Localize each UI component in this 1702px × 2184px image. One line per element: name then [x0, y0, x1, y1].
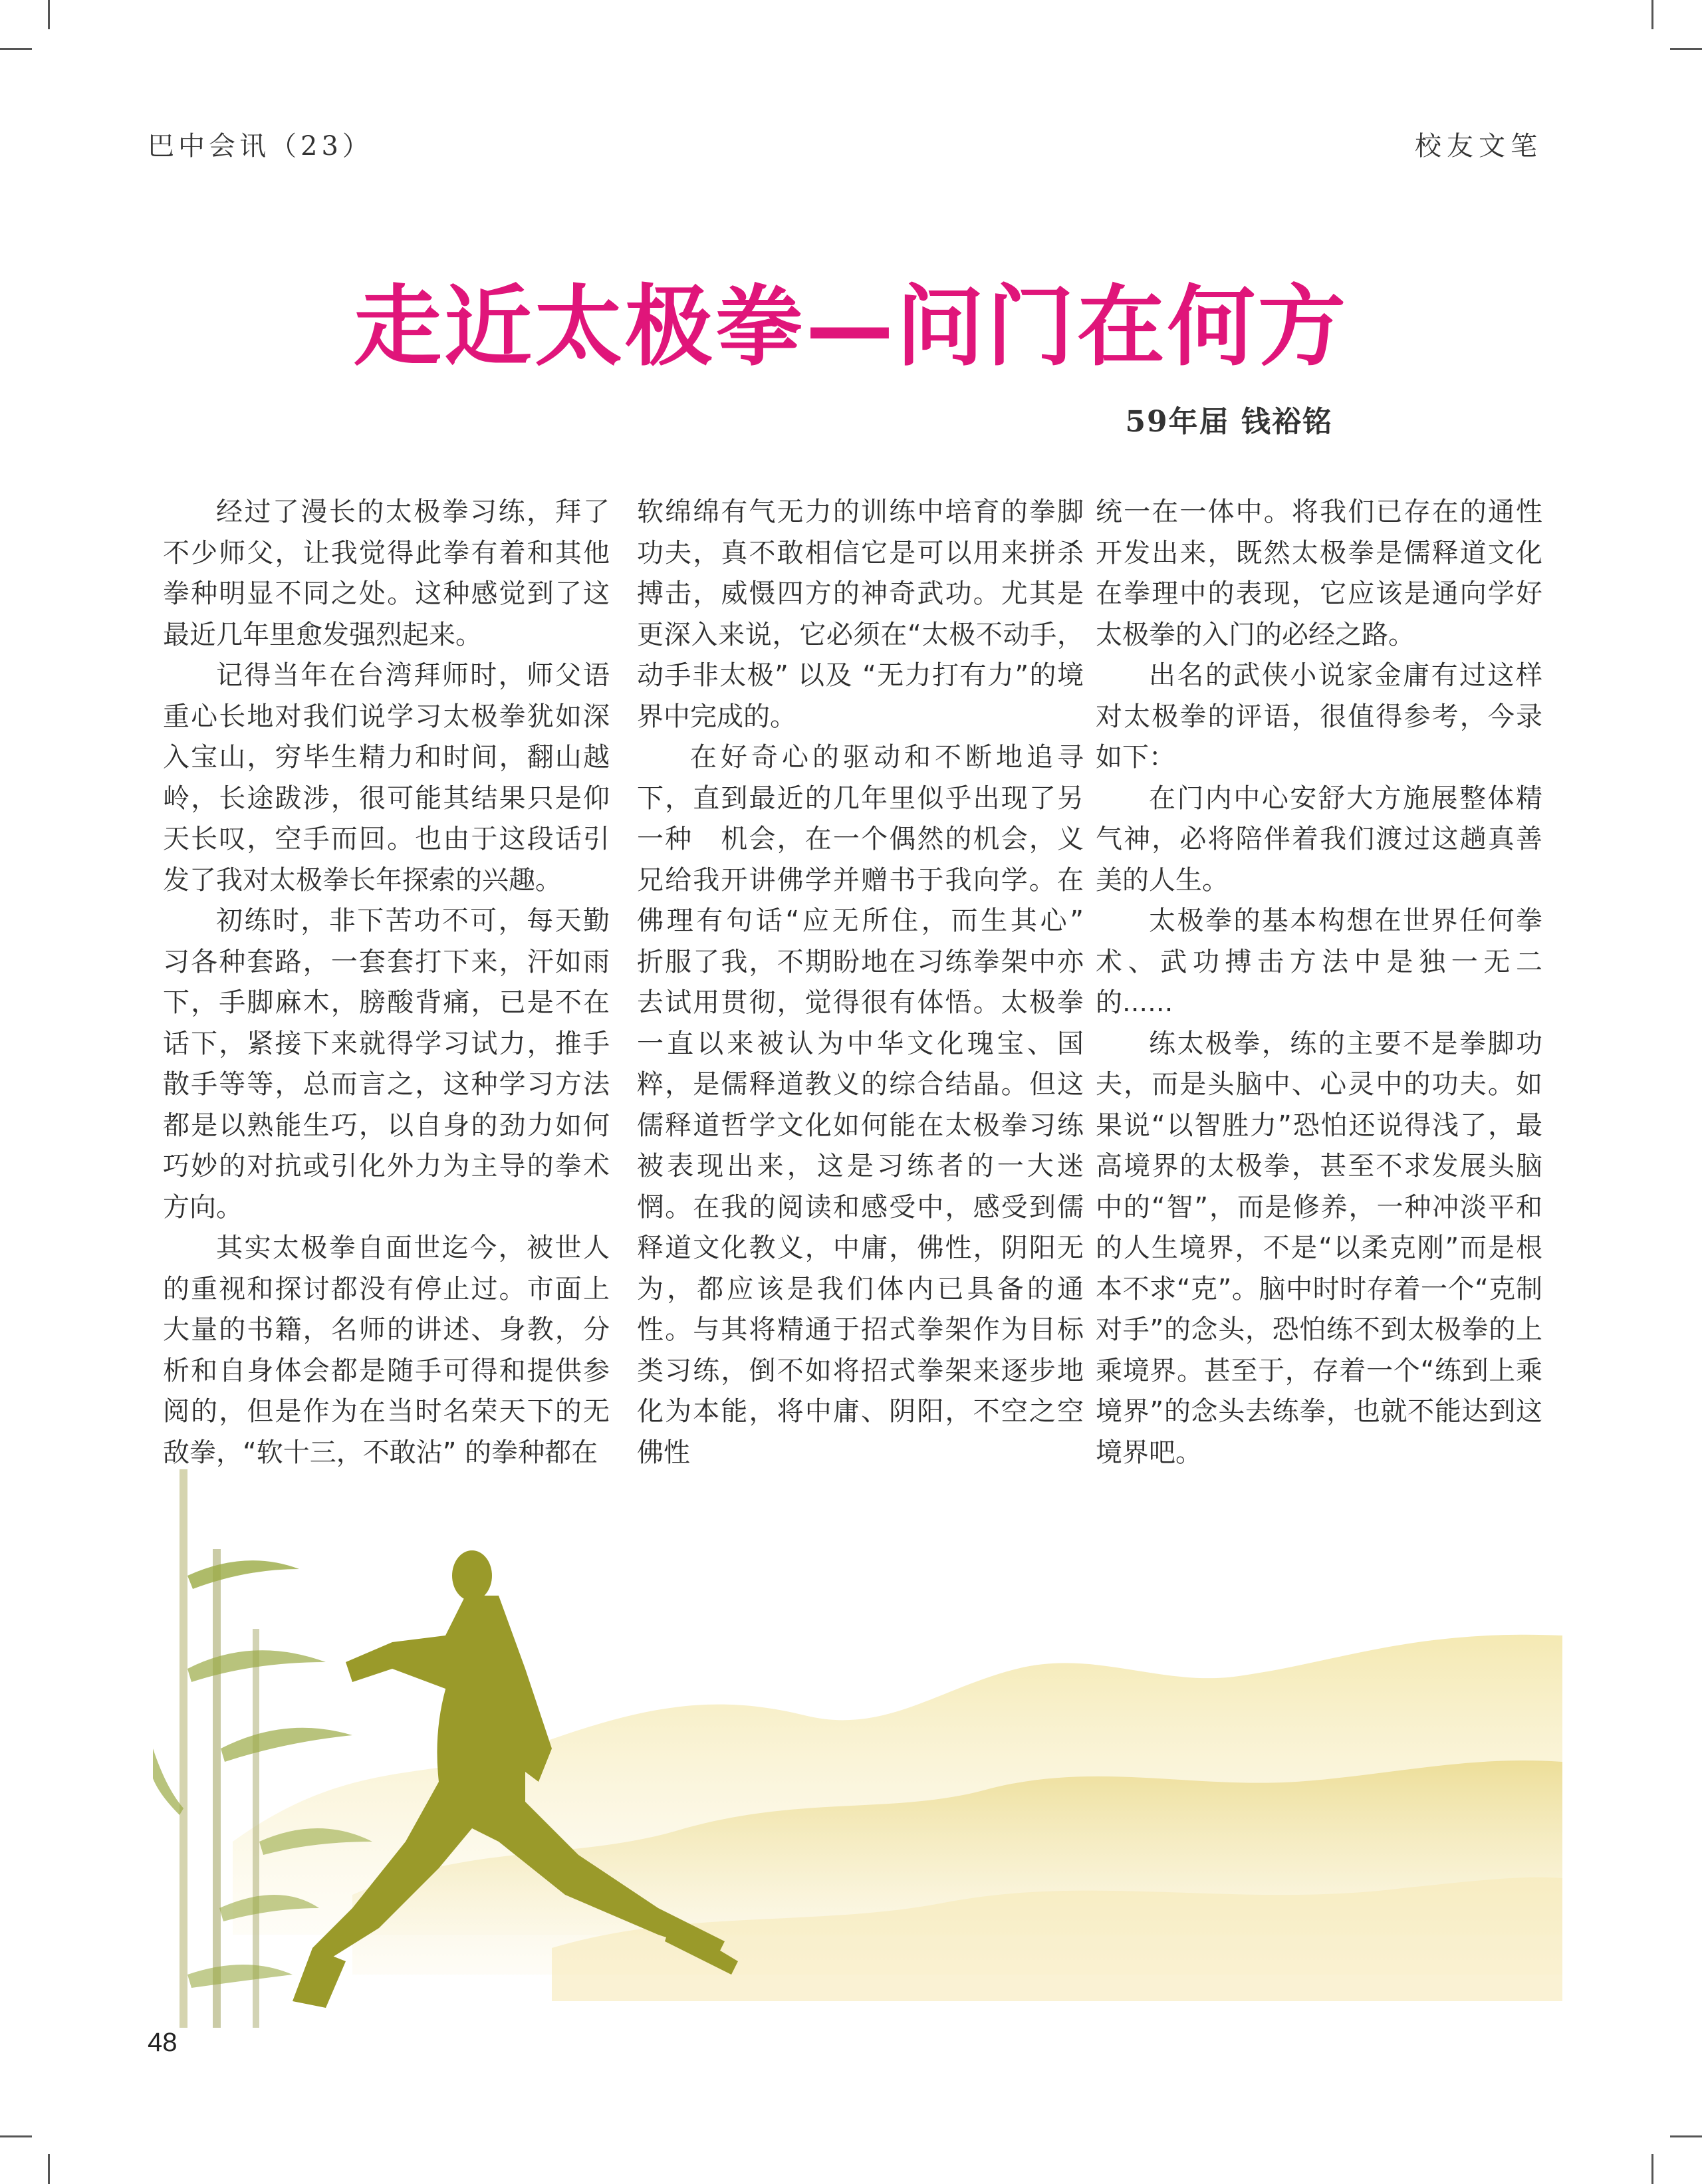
- paragraph: 出名的武侠小说家金庸有过这样对太极拳的评语，很值得参考，今录如下：: [1096, 660, 1542, 773]
- paragraph: 统一在一体中。将我们已存在的通性开发出来，既然太极拳是儒释道文化在拳理中的表现，它应该是通向学好太极拳的入门的必经之路。: [1096, 497, 1542, 650]
- crop-mark: [1651, 0, 1653, 29]
- text-column-2: [637, 492, 1110, 1473]
- crop-mark: [1670, 2135, 1702, 2137]
- paragraph: 经过了漫长的太极拳习练，拜了不少师父，让我觉得此拳有着和其他拳种明显不同之处。这种感觉到了这最近几年里愈发强烈起来。: [163, 497, 610, 650]
- crop-mark: [0, 48, 32, 50]
- paragraph: 在好奇心的驱动和不断地追寻下，直到最近的几年里似乎出现了另一种 机会，在一个偶然的机会，义兄给我开讲佛学并赠书于我向学。在佛理有句话“应无所住，而生其心” 折服了我，不期盼地在习练拳架中亦去试用贯彻，觉得很有体悟。太极拳一直以来被认为中华文化瑰宝、国粹，是儒释道教义的综合结晶。但这儒释道哲学文化如何能在太极拳习练被表现出来，这是习练者的一大迷惘。在我的阅读和感受中，感受到儒释道文化教义，中庸，佛性，阴阳无为，都应该是我们体内已具备的通性。与其将精通于招式拳架作为目标类习练，倒不如将招式拳架来逐步地化为本能，将中庸、阴阳，不空之空佛性: [637, 742, 1110, 1468]
- crop-mark: [1651, 2154, 1653, 2184]
- paragraph: 记得当年在台湾拜师时，师父语重心长地对我们说学习太极拳犹如深入宝山，穷毕生精力和时间，翻山越岭，长途跋涉，很可能其结果只是仰天长叹，空手而回。也由于这段话引发了我对太极拳长年探索的兴趣。: [163, 660, 610, 896]
- crop-mark: [0, 2135, 32, 2137]
- paragraph: 太极拳的基本构想在世界任何拳术、武功搏击方法中是独一无二的......: [1096, 906, 1542, 1018]
- page-number: 48: [148, 2028, 178, 2057]
- article-title: 走近太极拳—问门在何方: [354, 276, 1348, 378]
- crop-mark: [48, 2154, 50, 2184]
- taichi-illustration: [153, 1469, 1562, 2028]
- text-column-3: [1096, 492, 1542, 1473]
- running-header-left: 巴中会讯（23）: [148, 131, 373, 162]
- paragraph: 初练时，非下苦功不可，每天勤习各种套路，一套套打下来，汗如雨下，手脚麻木，膀酸背痛，已是不在话下，紧接下来就得学习试力，推手散手等等，总而言之，这种学习方法都是以熟能生巧，以自身的劲力如何巧妙的对抗或引化外力为主导的拳术方向。: [163, 906, 610, 1223]
- crop-mark: [1670, 48, 1702, 50]
- article-author: 59年届 钱裕铭: [1125, 405, 1333, 439]
- paragraph: 练太极拳，练的主要不是拳脚功夫，而是头脑中、心灵中的功夫。如果说“以智胜力”恐怕还说得浅了，最高境界的太极拳，甚至不求发展头脑中的“智”，而是修养，一种冲淡平和的人生境界，不是“以柔克刚”而是根本不求“克”。脑中时时存着一个“克制对手”的念头，恐怕练不到太极拳的上乘境界。甚至于，存着一个“练到上乘境界”的念头去练拳，也就不能达到这境界吧。: [1096, 1028, 1542, 1468]
- crop-mark: [48, 0, 50, 29]
- paragraph: 在门内中心安舒大方施展整体精气神，必将陪伴着我们渡过这趟真善美的人生。: [1096, 783, 1542, 896]
- paragraph: 其实太极拳自面世迄今，被世人的重视和探讨都没有停止过。市面上大量的书籍，名师的讲述、身教，分析和自身体会都是随手可得和提供参阅的，但是作为在当时名荣天下的无敌拳，“软十三，不敢沾” 的拳种都在: [163, 1233, 610, 1468]
- running-header-right: 校友文笔: [1415, 131, 1542, 162]
- text-column-1: [163, 492, 610, 1473]
- paragraph: 软绵绵有气无力的训练中培育的拳脚功夫，真不敢相信它是可以用来拼杀搏击，威慑四方的神奇武功。尤其是更深入来说，它必须在“太极不动手，动手非太极” 以及 “无力打有力”的境界中完成的。: [637, 497, 1084, 732]
